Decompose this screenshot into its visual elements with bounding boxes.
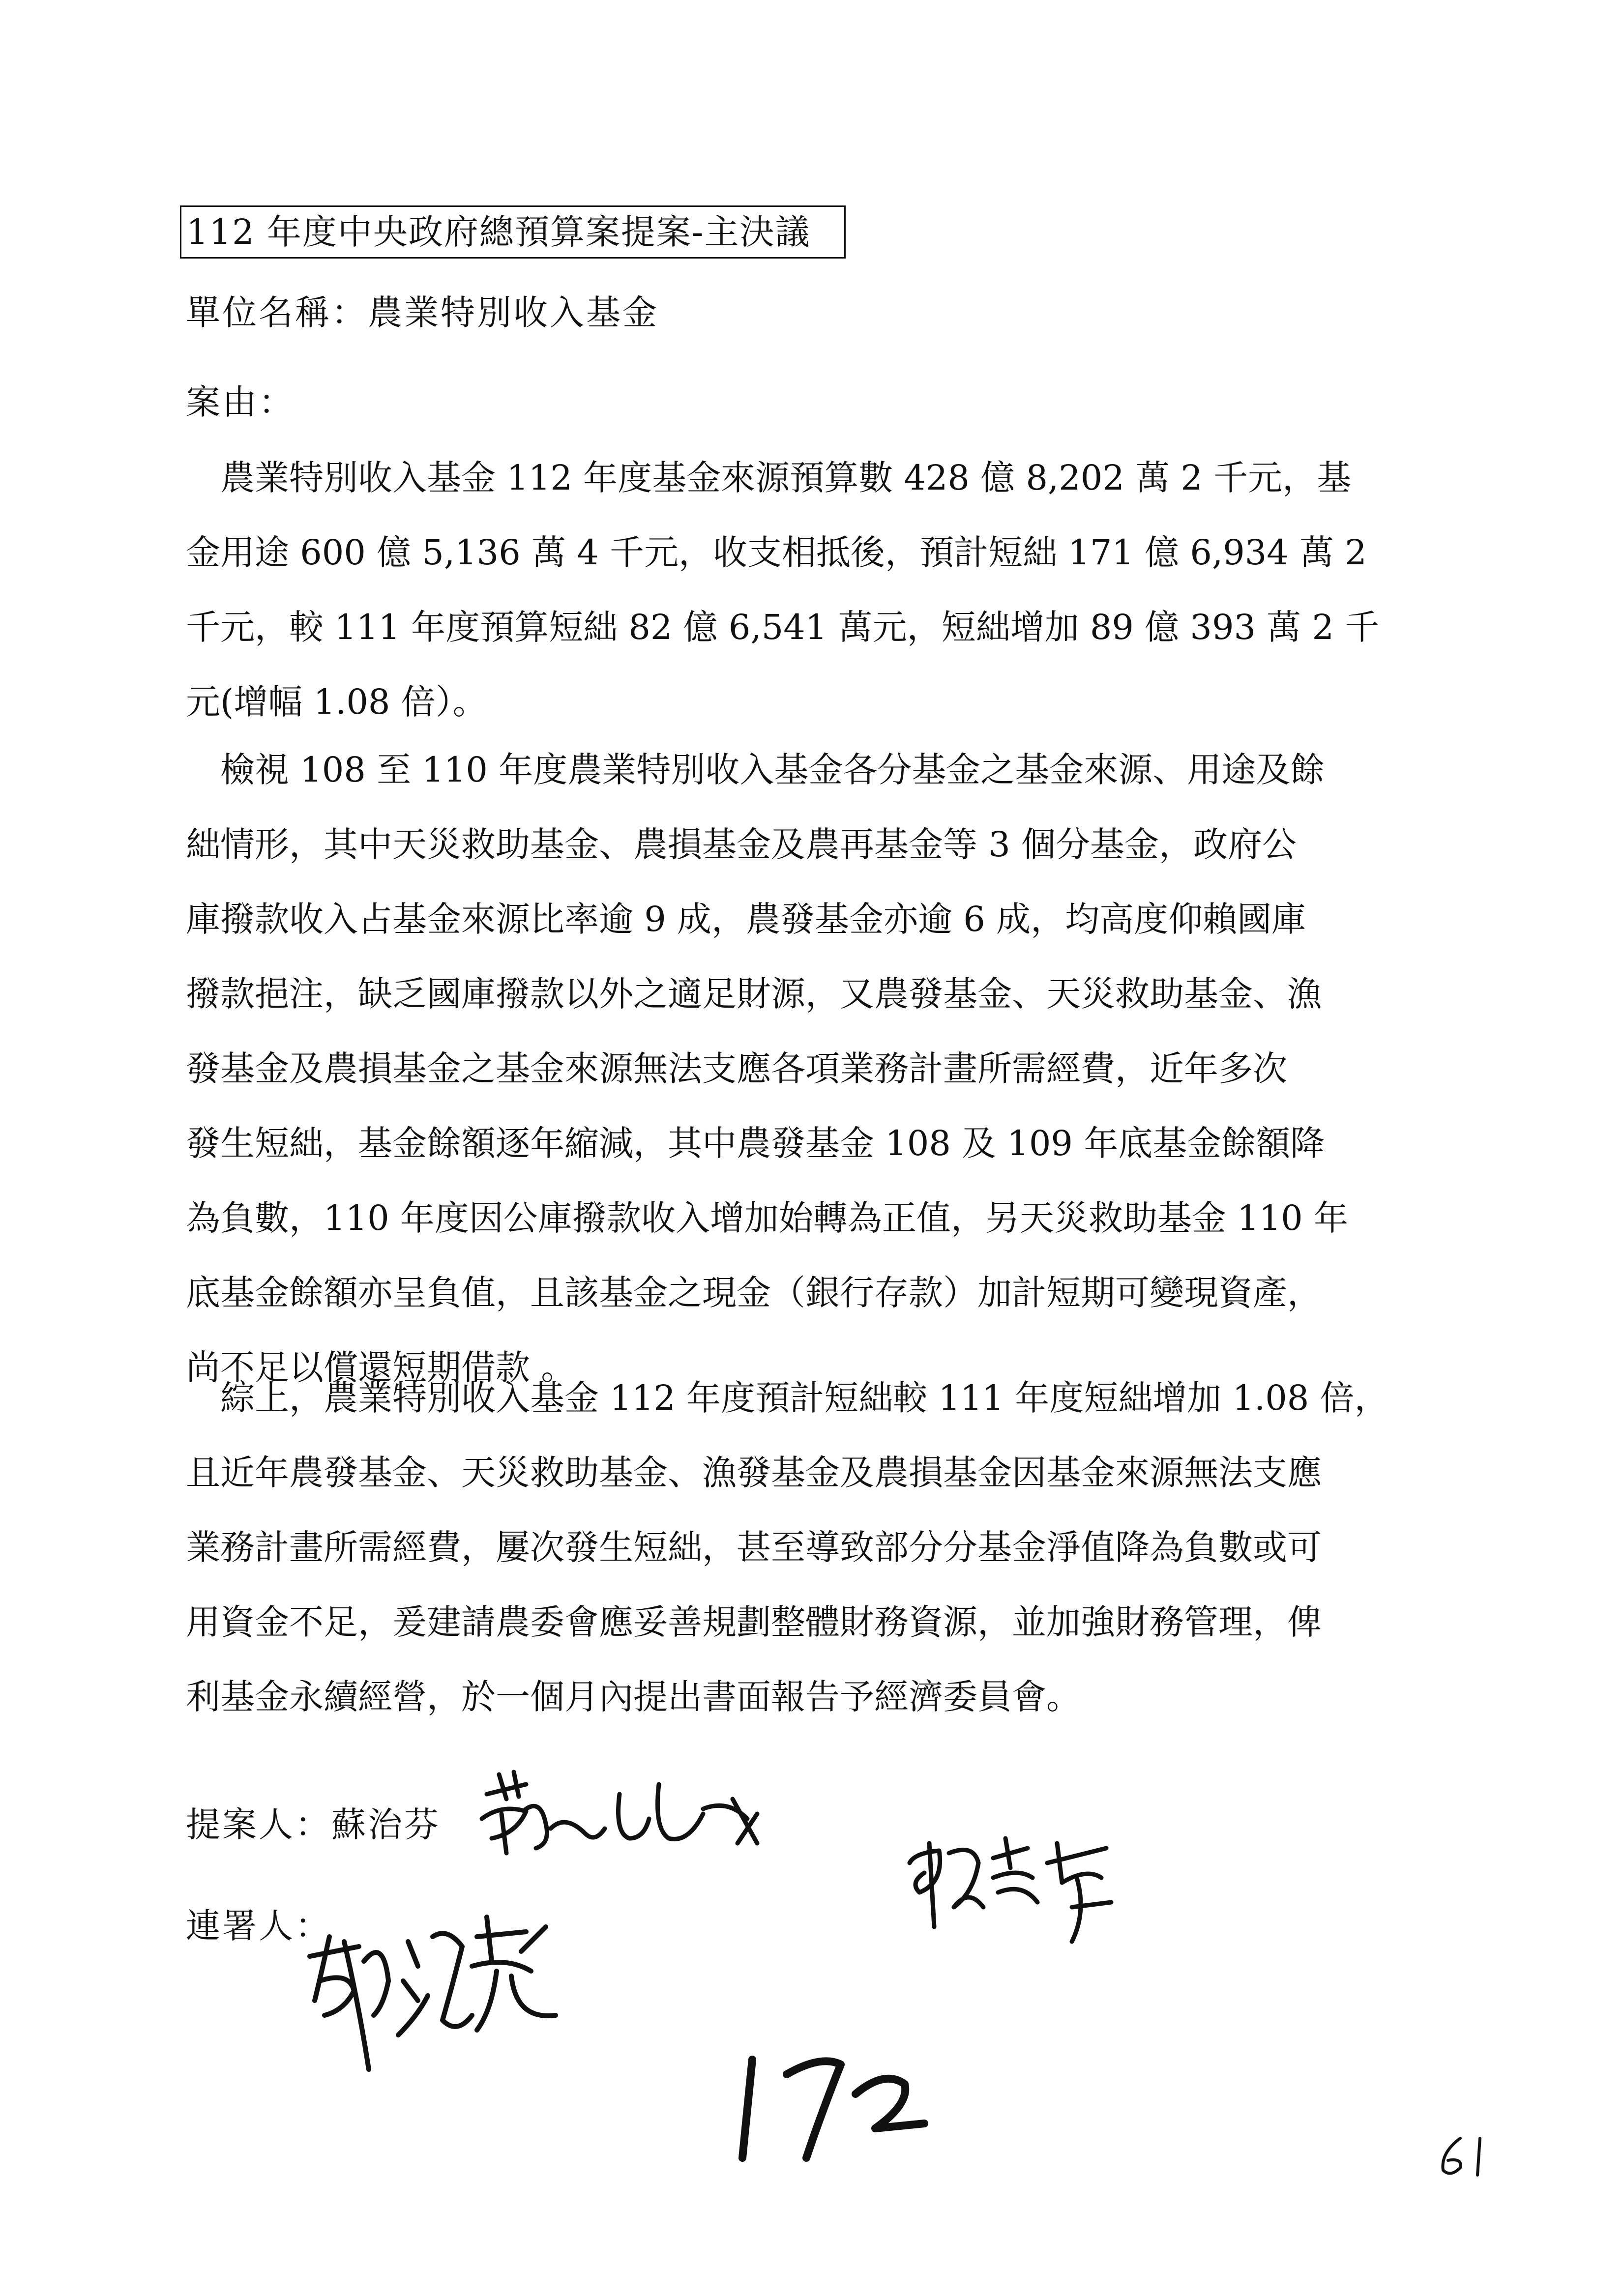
title-box: 112 年度中央政府總預算案提案-主決議: [180, 205, 846, 259]
text-line: 為負數，110 年度因公庫撥款收入增加始轉為正值，另天災救助基金 110 年: [186, 1198, 1348, 1238]
text-line: 金用途 600 億 5,136 萬 4 千元，收支相抵後，預計短絀 171 億 6,934 萬 2: [186, 532, 1367, 573]
proposal-number-ink: [708, 2040, 934, 2168]
paragraph-1: [186, 440, 1445, 739]
proposal-number-handwritten: [708, 2040, 934, 2170]
text-line: 綜上，農業特別收入基金 112 年度預計短絀較 111 年度短絀增加 1.08 倍，: [186, 1378, 1389, 1418]
text-line: 庫撥款收入占基金來源比率逾 9 成，農發基金亦逾 6 成，均高度仰賴國庫: [186, 899, 1306, 939]
paragraph-3: [186, 1361, 1445, 1734]
text-line: 利基金永續經營，於一個月內提出書面報告予經濟委員會。: [186, 1677, 1081, 1717]
proposer-label: 提案人：蘇治芬: [186, 1804, 441, 1845]
text-line: 絀情形，其中天災救助基金、農損基金及農再基金等 3 個分基金，政府公: [186, 824, 1297, 865]
cosigner-signature-right: [900, 1824, 1136, 1947]
text-line: 檢視 108 至 110 年度農業特別收入基金各分基金之基金來源、用途及餘: [186, 750, 1325, 790]
text-line: 元(增幅 1.08 倍）。: [186, 682, 487, 722]
cosigner-signature-left: [300, 1907, 575, 2104]
text-line: 且近年農發基金、天災救助基金、漁發基金及農損基金因基金來源無法支應: [186, 1453, 1322, 1493]
text-line: 撥款挹注，缺乏國庫撥款以外之適足財源，又農發基金、天災救助基金、漁: [186, 974, 1322, 1014]
paragraph-2: [186, 732, 1445, 1405]
text-line: 農業特別收入基金 112 年度基金來源預算數 428 億 8,202 萬 2 千元，基: [186, 458, 1352, 498]
page-number-ink: [1431, 2128, 1509, 2182]
unit-name: 單位名稱：農業特別收入基金: [186, 292, 659, 333]
proposer-signature: [472, 1765, 777, 1863]
text-line: 底基金餘額亦呈負值，且該基金之現金（銀行存款）加計短期可變現資產，: [186, 1273, 1322, 1313]
case-label: 案由：: [186, 382, 295, 422]
text-line: 發基金及農損基金之基金來源無法支應各項業務計畫所需經費，近年多次: [186, 1048, 1287, 1089]
page-number-handwritten: [1431, 2128, 1509, 2184]
text-line: 發生短絀，基金餘額逐年縮減，其中農發基金 108 及 109 年底基金餘額降: [186, 1123, 1325, 1163]
text-line: 業務計畫所需經費，屢次發生短絀，甚至導致部分分基金淨值降為負數或可: [186, 1527, 1322, 1568]
text-line: 尚不足以償還短期借款 。: [186, 1347, 576, 1388]
text-line: 千元，較 111 年度預算短絀 82 億 6,541 萬元，短絀增加 89 億 393 萬 2 千: [186, 607, 1380, 647]
text-line: 用資金不足，爰建請農委會應妥善規劃整體財務資源，並加強財務管理，俾: [186, 1602, 1322, 1642]
cosigner-label: 連署人：: [186, 1906, 331, 1946]
